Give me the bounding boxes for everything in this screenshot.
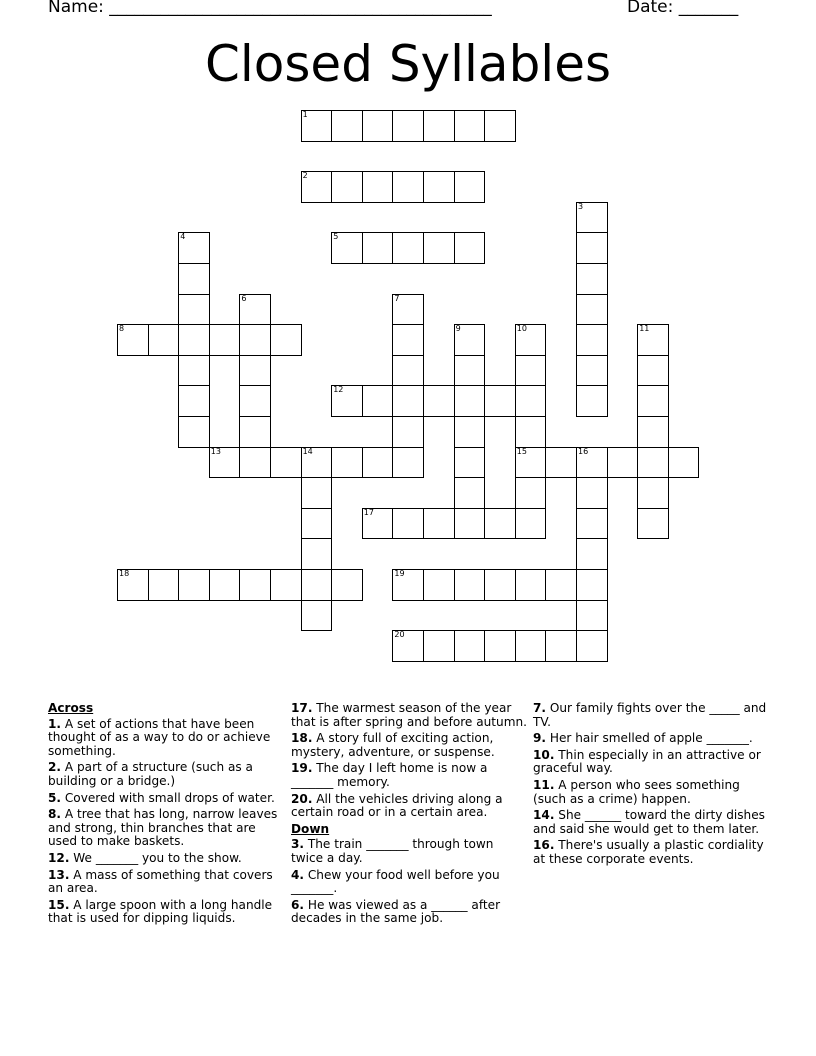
crossword-cell[interactable] (239, 355, 271, 387)
crossword-cell[interactable] (362, 385, 394, 417)
crossword-cell[interactable] (331, 232, 363, 264)
crossword-cell[interactable] (423, 232, 455, 264)
crossword-cell[interactable] (576, 630, 608, 662)
crossword-cell[interactable] (484, 569, 516, 601)
crossword-cell[interactable] (515, 355, 547, 387)
clue-item: 15. A large spoon with a long handle that is used for dipping liquids. (48, 897, 273, 926)
clue-item: 8. A tree that has long, narrow leaves and strong, thin branches that are used to make baskets. (48, 807, 278, 849)
crossword-cell[interactable] (454, 477, 486, 509)
crossword-cell[interactable] (576, 508, 608, 540)
crossword-cell[interactable] (515, 569, 547, 601)
crossword-cell[interactable] (454, 630, 486, 662)
crossword-cell[interactable] (454, 508, 486, 540)
clue-item-number: 2. (48, 760, 62, 775)
crossword-cell[interactable] (301, 171, 333, 203)
clue-item-number: 15. (48, 897, 70, 912)
clue-number: 7 (394, 293, 400, 303)
crossword-cell[interactable] (392, 324, 424, 356)
clue-item-number: 19. (291, 761, 313, 776)
clue-number: 8 (119, 324, 125, 334)
crossword-cell[interactable] (362, 110, 394, 142)
crossword-cell[interactable] (239, 569, 271, 601)
clue-item-number: 7. (533, 701, 547, 715)
crossword-cell[interactable] (576, 600, 608, 632)
crossword-cell[interactable] (209, 569, 241, 601)
clue-item-number: 8. (48, 807, 62, 822)
clue-item-number: 5. (48, 790, 62, 805)
crossword-cell[interactable] (270, 447, 302, 479)
clue-heading: Across (48, 701, 94, 715)
crossword-cell[interactable] (576, 232, 608, 264)
clue-item-number: 1. (48, 716, 62, 731)
crossword-cell[interactable] (301, 600, 333, 632)
clue-item: 4. Chew your food well before you _______. (291, 867, 500, 896)
clue-number: 11 (639, 324, 650, 334)
crossword-cell[interactable] (576, 569, 608, 601)
crossword-cell[interactable] (362, 232, 394, 264)
clue-number: 1 (302, 110, 308, 119)
crossword-cell[interactable] (392, 569, 424, 601)
clue-item: 11. A person who sees something (such as a crime) happen. (533, 777, 740, 806)
crossword-cell[interactable] (637, 447, 669, 479)
crossword-cell[interactable] (576, 447, 608, 479)
clue-item-number: 11. (533, 777, 555, 792)
clue-item: 9. Her hair smelled of apple _______. (533, 731, 753, 746)
crossword-cell[interactable] (576, 294, 608, 326)
crossword-cell[interactable] (576, 477, 608, 509)
crossword-cell[interactable] (454, 110, 486, 142)
clue-item-number: 18. (291, 731, 313, 746)
clue-number: 13 (210, 446, 221, 456)
crossword-cell[interactable] (454, 171, 486, 203)
crossword-cell[interactable] (392, 508, 424, 540)
crossword-cell[interactable] (545, 569, 577, 601)
crossword-cell[interactable] (178, 263, 210, 295)
clue-item-number: 17. (291, 701, 313, 715)
clue-number: 14 (302, 446, 313, 456)
crossword-cell[interactable] (117, 569, 149, 601)
clue-number: 5 (333, 232, 339, 242)
crossword-cell[interactable] (239, 324, 271, 356)
crossword-cell[interactable] (392, 447, 424, 479)
clue-item: 13. A mass of something that covers an area. (48, 867, 273, 896)
date-field[interactable]: Date: _______ (627, 0, 739, 17)
crossword-cell[interactable] (515, 324, 547, 356)
crossword-cell[interactable] (484, 110, 516, 142)
name-field[interactable]: Name: _____________________________________________ (48, 0, 492, 17)
crossword-cell[interactable] (515, 630, 547, 662)
crossword-cell[interactable] (209, 447, 241, 479)
crossword-cell[interactable] (515, 447, 547, 479)
crossword-cell[interactable] (392, 232, 424, 264)
clue-heading: Down (291, 821, 330, 836)
crossword-cell[interactable] (392, 630, 424, 662)
clue-number: 6 (241, 293, 247, 303)
clue-item: 16. There's usually a plastic cordiality at these corporate events. (533, 838, 764, 866)
crossword-cell[interactable] (362, 447, 394, 479)
crossword-cell[interactable] (454, 416, 486, 448)
crossword-cell[interactable] (454, 385, 486, 417)
crossword-cell[interactable] (301, 447, 333, 479)
clue-item-number: 12. (48, 850, 70, 865)
crossword-cell[interactable] (178, 416, 210, 448)
crossword-cell[interactable] (331, 569, 363, 601)
crossword-cell[interactable] (423, 171, 455, 203)
crossword-cell[interactable] (484, 508, 516, 540)
crossword-cell[interactable] (331, 171, 363, 203)
crossword-cell[interactable] (178, 569, 210, 601)
crossword-cell[interactable] (637, 324, 669, 356)
clue-number: 20 (394, 630, 405, 640)
crossword-cell[interactable] (454, 447, 486, 479)
crossword-cell[interactable] (178, 324, 210, 356)
clue-item: 2. A part of a structure (such as a building or a bridge.) (48, 760, 253, 788)
crossword-cell[interactable] (545, 447, 577, 479)
clue-item: 1. A set of actions that have been thought of as a way to do or achieve something. (48, 716, 271, 758)
crossword-cell[interactable] (178, 294, 210, 326)
crossword-cell[interactable] (607, 447, 639, 479)
clue-item-number: 3. (291, 837, 305, 852)
crossword-cell[interactable] (178, 385, 210, 417)
clue-item: 19. The day I left home is now a _______ memory. (291, 761, 488, 789)
crossword-cell[interactable] (484, 385, 516, 417)
crossword-cell[interactable] (423, 508, 455, 540)
crossword-cell[interactable] (362, 171, 394, 203)
crossword-cell[interactable] (668, 447, 700, 479)
crossword-cell[interactable] (423, 385, 455, 417)
clue-item-number: 9. (533, 731, 547, 746)
clue-item-number: 6. (291, 897, 305, 912)
crossword-cell[interactable] (239, 447, 271, 479)
clue-item-number: 20. (291, 791, 313, 806)
crossword-cell[interactable] (576, 324, 608, 356)
crossword-cell[interactable] (392, 355, 424, 387)
clue-column (48, 702, 284, 929)
clue-number: 2 (302, 171, 308, 181)
clue-item: 3. The train _______ through town twice a day. (291, 837, 494, 865)
crossword-cell[interactable] (392, 171, 424, 203)
crossword-cell[interactable] (239, 416, 271, 448)
crossword-cell[interactable] (178, 355, 210, 387)
crossword-cell[interactable] (301, 538, 333, 570)
crossword-cell[interactable] (454, 355, 486, 387)
clue-item: 5. Covered with small drops of water. (48, 790, 275, 805)
crossword-cell[interactable] (545, 630, 577, 662)
clue-column (533, 702, 769, 870)
crossword-cell[interactable] (301, 110, 333, 142)
crossword-cell[interactable] (392, 294, 424, 326)
clue-number: 17 (363, 507, 374, 517)
clue-item-number: 13. (48, 867, 70, 882)
crossword-cell[interactable] (637, 416, 669, 448)
crossword-cell[interactable] (239, 385, 271, 417)
clue-item: 18. A story full of exciting action, mystery, adventure, or suspense. (291, 731, 495, 759)
crossword-cell[interactable] (331, 447, 363, 479)
clue-item-number: 4. (291, 867, 305, 882)
crossword-cell[interactable] (515, 477, 547, 509)
clue-number: 15 (516, 446, 527, 456)
crossword-cell[interactable] (515, 416, 547, 448)
crossword-cell[interactable] (331, 110, 363, 142)
crossword-cell[interactable] (484, 630, 516, 662)
clue-item: 10. Thin especially in an attractive or graceful way. (533, 747, 761, 776)
crossword-cell[interactable] (239, 294, 271, 326)
crossword-cell[interactable] (209, 324, 241, 356)
clue-number: 16 (578, 446, 589, 456)
clue-column (291, 702, 527, 929)
crossword-cell[interactable] (423, 630, 455, 662)
clue-item-number: 10. (533, 747, 555, 762)
crossword-cell[interactable] (576, 202, 608, 234)
crossword-cell[interactable] (270, 569, 302, 601)
crossword-cell[interactable] (270, 324, 302, 356)
crossword-cell[interactable] (515, 385, 547, 417)
crossword-cell[interactable] (301, 569, 333, 601)
clue-item: 7. Our family fights over the _____ and TV. (533, 701, 767, 729)
clue-number: 19 (394, 569, 405, 578)
crossword-cell[interactable] (637, 477, 669, 509)
crossword-cell[interactable] (454, 324, 486, 356)
crossword-cell[interactable] (637, 508, 669, 540)
clue-number: 18 (119, 569, 130, 578)
clue-number: 10 (516, 324, 527, 334)
crossword-cell[interactable] (392, 110, 424, 142)
crossword-cell[interactable] (423, 569, 455, 601)
crossword-cell[interactable] (148, 324, 180, 356)
crossword-cell[interactable] (576, 538, 608, 570)
clue-number: 4 (180, 232, 186, 242)
clue-number: 3 (578, 201, 584, 211)
clue-item-number: 16. (533, 838, 555, 853)
crossword-cell[interactable] (576, 385, 608, 417)
crossword-cell[interactable] (423, 110, 455, 142)
clue-item: 12. We _______ you to the show. (48, 850, 242, 865)
crossword-cell[interactable] (178, 232, 210, 264)
clue-item: 6. He was viewed as a ______ after decades in the same job. (291, 897, 501, 926)
crossword-cell[interactable] (637, 385, 669, 417)
crossword-cell[interactable] (301, 477, 333, 509)
crossword-cell[interactable] (148, 569, 180, 601)
clue-number: 9 (455, 324, 461, 334)
crossword-cell[interactable] (392, 416, 424, 448)
crossword-cell[interactable] (576, 355, 608, 387)
crossword-cell[interactable] (117, 324, 149, 356)
crossword-cell[interactable] (301, 508, 333, 540)
crossword-cell[interactable] (454, 569, 486, 601)
crossword-cell[interactable] (331, 385, 363, 417)
crossword-cell[interactable] (454, 232, 486, 264)
crossword-cell[interactable] (392, 385, 424, 417)
crossword-cell[interactable] (637, 355, 669, 387)
crossword-cell[interactable] (515, 508, 547, 540)
clue-number: 12 (333, 385, 344, 395)
page-title: Closed Syllables (204, 35, 612, 93)
crossword-cell[interactable] (362, 508, 394, 540)
clue-item: 14. She ______ toward the dirty dishes and said she would get to them later. (533, 808, 765, 836)
crossword-cell[interactable] (576, 263, 608, 295)
clue-item-number: 14. (533, 808, 555, 823)
clue-item: 20. All the vehicles driving along a certain road or in a certain area. (291, 791, 503, 820)
clue-item: 17. The warmest season of the year that is after spring and before autumn. (291, 701, 527, 729)
